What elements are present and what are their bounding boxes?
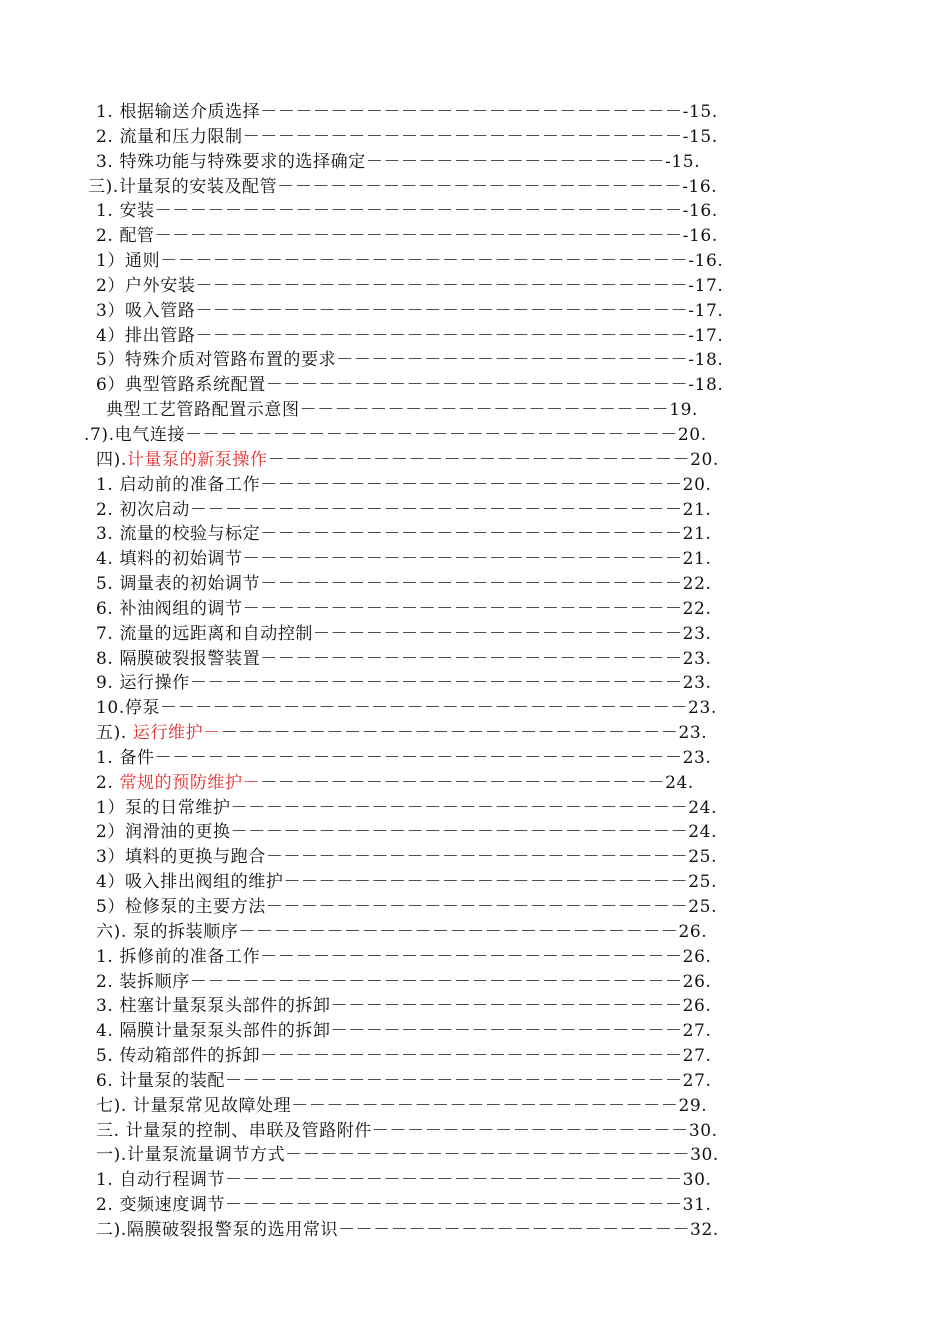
toc-number: 三). bbox=[88, 176, 119, 197]
toc-leader: －－－－－－－－－－－－－－－－－－－－－－－－－－－－ bbox=[189, 499, 683, 520]
toc-entry[interactable] bbox=[0, 1119, 950, 1144]
toc-leader: －－－－－－－－－－－－－－－－－－－－－－－－－－－－ bbox=[189, 971, 683, 992]
toc-number: 5） bbox=[96, 350, 126, 371]
toc-page-number: 25. bbox=[688, 847, 718, 868]
toc-entry[interactable] bbox=[0, 348, 950, 373]
toc-number: 2） bbox=[96, 822, 126, 843]
toc-page-number: 32. bbox=[690, 1219, 719, 1240]
toc-entry[interactable] bbox=[0, 1168, 950, 1193]
toc-page-number: 30. bbox=[688, 1120, 718, 1141]
toc-leader: －－－－－－－－－－－－－－－－－－－－－－ bbox=[291, 1095, 679, 1116]
toc-number: 9. bbox=[96, 673, 120, 694]
toc-page-number: -18. bbox=[688, 375, 724, 396]
toc-title: 泵的日常维护 bbox=[125, 797, 231, 818]
toc-number: 3. bbox=[96, 524, 120, 545]
toc-title: 调量表的初始调节 bbox=[119, 574, 261, 595]
toc-number: 2） bbox=[96, 275, 126, 296]
toc-line bbox=[96, 771, 694, 796]
toc-title: 隔膜计量泵泵头部件的拆卸 bbox=[119, 1021, 331, 1042]
toc-line bbox=[96, 671, 712, 696]
toc-line bbox=[96, 845, 717, 870]
toc-line bbox=[96, 696, 717, 721]
toc-entry[interactable] bbox=[0, 920, 950, 945]
toc-title: 吸入管路 bbox=[125, 300, 196, 321]
toc-number: 4） bbox=[96, 872, 126, 893]
toc-page-number: 24. bbox=[688, 797, 718, 818]
toc-title: 计量泵的安装及配管 bbox=[118, 176, 278, 197]
toc-title: 柱塞计量泵泵头部件的拆卸 bbox=[119, 996, 331, 1017]
toc-number: 2. bbox=[96, 226, 120, 247]
toc-title: 流量的校验与标定 bbox=[119, 524, 261, 545]
toc-title: 特殊介质对管路布置的要求 bbox=[125, 350, 337, 371]
toc-leader: －－－－－－－－－－－－－－－－－－－－－－－－－－－－－－ bbox=[154, 226, 683, 247]
toc-leader: －－－－－－－－－－－－－－－－－－－－－－－－ bbox=[267, 449, 691, 470]
toc-title: 排出管路 bbox=[125, 325, 196, 346]
toc-page-number: -16. bbox=[682, 176, 718, 197]
toc-title: 安装 bbox=[119, 201, 155, 222]
toc-leader: －－－－－－－－－－－－－－－－－－－－－－－－－－－－－－ bbox=[160, 698, 689, 719]
toc-leader: －－－－－－－－－－－－－－－－－－－－－－－－－－－－ bbox=[189, 673, 683, 694]
toc-entry[interactable] bbox=[0, 299, 950, 324]
toc-entry[interactable] bbox=[0, 125, 950, 150]
toc-title: 根据输送介质选择 bbox=[119, 102, 261, 122]
toc-number: 六). bbox=[96, 921, 133, 942]
toc-page-number: 23. bbox=[682, 747, 712, 768]
toc-title: 装拆顺序 bbox=[119, 971, 190, 992]
toc-line bbox=[96, 1143, 719, 1168]
toc-number: 3. bbox=[96, 151, 120, 172]
toc-line bbox=[96, 125, 718, 150]
toc-entry[interactable] bbox=[0, 597, 950, 622]
toc-entry[interactable] bbox=[0, 1044, 950, 1069]
toc-title: 流量的远距离和自动控制 bbox=[119, 623, 314, 644]
toc-page-number: 21. bbox=[682, 549, 712, 570]
toc-page-number: 23. bbox=[688, 698, 717, 719]
toc-title: 运行维护－ bbox=[132, 723, 221, 744]
toc-leader: －－－－－－－－－－－－－－－－－－－－－－－－－－－－ bbox=[195, 275, 689, 296]
toc-number: 1） bbox=[96, 797, 126, 818]
toc-line bbox=[96, 473, 712, 498]
toc-entry[interactable] bbox=[0, 796, 950, 821]
toc-page-number: 26. bbox=[678, 921, 708, 942]
toc-page-number: 20. bbox=[682, 474, 712, 495]
toc-title: 泵的拆装顺序 bbox=[132, 921, 239, 942]
toc-leader: －－－－－－－－－－－－－－－－－－－－－－－－ bbox=[265, 847, 689, 868]
toc-entry[interactable] bbox=[0, 547, 950, 572]
toc-line bbox=[96, 522, 712, 547]
toc-line bbox=[96, 274, 723, 299]
toc-title: 典型管路系统配置 bbox=[125, 375, 266, 396]
toc-leader: －－－－－－－－－－－－－－－－－－－－－－－－－－ bbox=[225, 1170, 683, 1191]
toc-line bbox=[96, 1094, 707, 1119]
toc-number: .7). bbox=[84, 424, 115, 445]
toc-entry[interactable] bbox=[0, 994, 950, 1019]
toc-number: 一). bbox=[96, 1145, 127, 1166]
toc-page-number: 25. bbox=[688, 872, 718, 893]
toc-entry[interactable] bbox=[0, 746, 950, 771]
toc-entry[interactable] bbox=[0, 199, 950, 224]
toc-line bbox=[84, 423, 707, 448]
toc-leader: －－－－－－－－－－－－－－－－－－－－－－－ bbox=[285, 1145, 691, 1166]
toc-leader: －－－－－－－－－－－－－－－－－－－－－－－ bbox=[277, 176, 683, 197]
toc-number: 1. bbox=[96, 102, 120, 122]
toc-line bbox=[96, 1193, 712, 1218]
toc-title: 隔膜破裂报警装置 bbox=[119, 648, 261, 669]
toc-title: 初次启动 bbox=[119, 499, 190, 520]
toc-number: 2. bbox=[96, 772, 120, 793]
toc-number: 10. bbox=[96, 698, 125, 719]
toc-leader: －－－－－－－－－－－－－－－－－－－－－－－－ bbox=[260, 102, 683, 122]
toc-line bbox=[96, 498, 712, 523]
toc-page-number: 23. bbox=[682, 623, 712, 644]
toc-line bbox=[96, 100, 718, 125]
toc-leader: －－－－－－－－－－－－－－－－－－－－－－－－－－ bbox=[225, 1070, 683, 1091]
toc-title: 运行操作 bbox=[119, 673, 190, 694]
toc-entry[interactable] bbox=[0, 522, 950, 547]
toc-page-number: 30. bbox=[690, 1145, 719, 1166]
toc-page-number: 26. bbox=[682, 946, 712, 967]
toc-entry[interactable] bbox=[0, 398, 950, 423]
toc-page-number: 20. bbox=[677, 424, 707, 445]
toc-number: 5） bbox=[96, 897, 126, 917]
toc-line bbox=[88, 175, 717, 200]
toc-number: 三. bbox=[96, 1120, 126, 1141]
toc-entry[interactable] bbox=[0, 1094, 950, 1119]
toc-entry[interactable] bbox=[0, 721, 950, 746]
toc-entry[interactable] bbox=[0, 150, 950, 175]
toc-title: 计量泵的新泵操作 bbox=[126, 449, 268, 470]
toc-page-number: 25. bbox=[688, 897, 718, 917]
toc-title: 计量泵流量调节方式 bbox=[126, 1145, 286, 1166]
toc-entry[interactable] bbox=[0, 895, 950, 920]
toc-title: 常规的预防维护－ bbox=[119, 772, 261, 793]
toc-entry[interactable] bbox=[0, 498, 950, 523]
toc-leader: －－－－－－－－－－－－－－－－－－－－－－－－－ bbox=[238, 921, 679, 942]
toc-leader: －－－－－－－－－－－－－－－－－－－－－－－－－ bbox=[242, 126, 683, 147]
toc-line bbox=[96, 796, 717, 821]
toc-line bbox=[96, 920, 707, 945]
toc-entry[interactable] bbox=[0, 324, 950, 349]
toc-entry[interactable] bbox=[0, 1143, 950, 1168]
toc-number: 二). bbox=[96, 1219, 127, 1240]
toc-leader: －－－－－－－－－－－－－－－－－－－－－－－－ bbox=[265, 897, 689, 917]
toc-page-number: -17. bbox=[688, 275, 724, 296]
toc-title: 传动箱部件的拆卸 bbox=[119, 1046, 261, 1067]
toc-leader: －－－－－－－－－－－－－－－－－－－－－－－－ bbox=[260, 574, 683, 595]
toc-number: 2. bbox=[96, 1195, 120, 1216]
toc-title: 计量泵的装配 bbox=[119, 1070, 226, 1091]
toc-entry[interactable] bbox=[0, 175, 950, 200]
toc-entry[interactable] bbox=[0, 373, 950, 398]
toc-line bbox=[96, 150, 700, 175]
toc-leader: －－－－－－－－－－－－－－－－－－－－－－－－ bbox=[265, 375, 689, 396]
toc-number: 1. bbox=[96, 474, 120, 495]
toc-line bbox=[96, 299, 723, 324]
toc-page-number: -16. bbox=[688, 251, 724, 272]
toc-line bbox=[96, 1019, 711, 1044]
toc-page-number: 23. bbox=[682, 673, 712, 694]
toc-page-number: 24. bbox=[688, 822, 718, 843]
toc-line bbox=[96, 1069, 712, 1094]
toc-page-number: 31. bbox=[682, 1195, 712, 1216]
toc-leader: －－－－－－－－－－－－－－－－－－ bbox=[372, 1120, 689, 1141]
toc-leader: －－－－－－－－－－－－－－－－－－－－ bbox=[336, 350, 689, 371]
toc-page-number: 30. bbox=[682, 1170, 712, 1191]
table-of-contents bbox=[0, 100, 950, 1243]
toc-entry[interactable] bbox=[0, 647, 950, 672]
toc-number: 3） bbox=[96, 300, 126, 321]
toc-number: 4. bbox=[96, 1021, 120, 1042]
toc-line bbox=[96, 895, 717, 920]
toc-leader: －－－－－－－－－－－－－－－－－－－－－－－－－ bbox=[242, 598, 683, 619]
toc-leader: －－－－－－－－－－－－－－－－－－－－－－－－－－－－ bbox=[185, 424, 678, 445]
toc-title: 特殊功能与特殊要求的选择确定 bbox=[119, 151, 366, 172]
toc-entry[interactable] bbox=[0, 945, 950, 970]
toc-title: 电气连接 bbox=[114, 424, 186, 445]
toc-line bbox=[96, 1119, 718, 1144]
toc-leader: －－－－－－－－－－－－－－－－－－－－－－－－－－－－ bbox=[195, 300, 689, 321]
toc-entry[interactable] bbox=[0, 1218, 950, 1243]
toc-line bbox=[96, 622, 712, 647]
toc-page-number: -17. bbox=[688, 300, 724, 321]
toc-page-number: 27. bbox=[682, 1070, 712, 1091]
toc-number: 七). bbox=[96, 1095, 133, 1116]
toc-line bbox=[96, 199, 718, 224]
toc-entry[interactable] bbox=[0, 870, 950, 895]
toc-entry[interactable] bbox=[0, 622, 950, 647]
toc-title: 户外安装 bbox=[125, 275, 196, 296]
toc-entry[interactable] bbox=[0, 1193, 950, 1218]
toc-entry[interactable] bbox=[0, 696, 950, 721]
toc-page-number: 26. bbox=[682, 971, 712, 992]
toc-page-number: -16. bbox=[682, 201, 718, 222]
toc-entry[interactable] bbox=[0, 100, 950, 125]
toc-line bbox=[96, 448, 719, 473]
toc-leader: －－－－－－－－－－－－－－－－－－－－－－－－－－ bbox=[225, 1195, 683, 1216]
toc-page-number: 23. bbox=[682, 648, 712, 669]
toc-title: 隔膜破裂报警泵的选用常识 bbox=[126, 1219, 339, 1240]
toc-number: 6. bbox=[96, 1070, 120, 1091]
toc-number: 1. bbox=[96, 747, 120, 768]
toc-line bbox=[96, 945, 712, 970]
toc-entry[interactable] bbox=[0, 771, 950, 796]
toc-title: 停泵 bbox=[124, 698, 161, 719]
toc-page-number: -16. bbox=[682, 226, 718, 247]
toc-entry[interactable] bbox=[0, 224, 950, 249]
toc-page-number: -17. bbox=[688, 325, 724, 346]
toc-title: 拆修前的准备工作 bbox=[119, 946, 261, 967]
toc-leader: －－－－－－－－－－－－－－－－－－－－－－－－ bbox=[260, 648, 683, 669]
toc-title: 变频速度调节 bbox=[119, 1195, 226, 1216]
toc-number: 2. bbox=[96, 971, 120, 992]
toc-entry[interactable] bbox=[0, 820, 950, 845]
toc-number: 3） bbox=[96, 847, 126, 868]
toc-title: 吸入排出阀组的维护 bbox=[125, 872, 284, 893]
toc-page-number: 24. bbox=[665, 772, 694, 793]
toc-title: 计量泵常见故障处理 bbox=[132, 1095, 292, 1116]
toc-page-number: -18. bbox=[688, 350, 724, 371]
toc-number: 4. bbox=[96, 549, 120, 570]
toc-line bbox=[96, 647, 712, 672]
toc-title: 备件 bbox=[119, 747, 155, 768]
toc-number: 3. bbox=[96, 996, 120, 1017]
toc-leader: －－－－－－－－－－－－－－－－－－－－－－－－－－－－－－ bbox=[154, 747, 683, 768]
toc-leader: －－－－－－－－－－－－－－－－－－－－－－－－ bbox=[260, 474, 683, 495]
toc-leader: －－－－－－－－－－－－－－－－－－－－－－－ bbox=[260, 772, 666, 793]
toc-page-number: 21. bbox=[682, 524, 712, 545]
toc-line bbox=[96, 373, 723, 398]
toc-number: 7. bbox=[96, 623, 120, 644]
toc-title: 配管 bbox=[119, 226, 155, 247]
toc-entry[interactable] bbox=[0, 249, 950, 274]
toc-entry[interactable] bbox=[0, 572, 950, 597]
toc-line bbox=[96, 324, 723, 349]
toc-leader: －－－－－－－－－－－－－－－－－－－－ bbox=[330, 1021, 683, 1042]
toc-page-number: -15. bbox=[682, 126, 718, 147]
toc-line bbox=[96, 970, 712, 995]
toc-number: 1. bbox=[96, 946, 120, 967]
toc-line bbox=[96, 224, 718, 249]
toc-page-number: 26. bbox=[682, 996, 712, 1017]
toc-leader: －－－－－－－－－－－－－－－－－－－－－－－－ bbox=[260, 1046, 683, 1067]
toc-leader: －－－－－－－－－－－－－－－－－－－－－－－－－－－－－－ bbox=[154, 201, 683, 222]
toc-entry[interactable] bbox=[0, 448, 950, 473]
toc-number: 4） bbox=[96, 325, 126, 346]
toc-leader: －－－－－－－－－－－－－－－－－－－－－－－－－－ bbox=[220, 723, 679, 744]
toc-leader: －－－－－－－－－－－－－－－－－－－－－－－－－－－－－－ bbox=[160, 251, 689, 272]
toc-line bbox=[96, 249, 723, 274]
toc-title: 流量和压力限制 bbox=[119, 126, 243, 147]
toc-title: 填料的更换与跑合 bbox=[125, 847, 266, 868]
toc-entry[interactable] bbox=[0, 671, 950, 696]
toc-title: 填料的初始调节 bbox=[119, 549, 243, 570]
toc-page-number: -15. bbox=[682, 102, 718, 122]
toc-number: 1. bbox=[96, 1170, 120, 1191]
toc-line bbox=[96, 1044, 712, 1069]
toc-leader: －－－－－－－－－－－－－－－－－－－－－－－ bbox=[283, 872, 689, 893]
toc-page-number: 21. bbox=[682, 499, 712, 520]
toc-line bbox=[96, 746, 711, 771]
toc-title: 通则 bbox=[125, 251, 161, 272]
toc-entry[interactable] bbox=[0, 970, 950, 995]
toc-number: 1） bbox=[96, 251, 126, 272]
toc-number: 2. bbox=[96, 126, 120, 147]
toc-page-number: 27. bbox=[682, 1021, 712, 1042]
toc-line bbox=[96, 820, 717, 845]
toc-number: 四). bbox=[96, 449, 127, 470]
toc-entry[interactable] bbox=[0, 274, 950, 299]
toc-title: 自动行程调节 bbox=[119, 1170, 226, 1191]
toc-page-number: 22. bbox=[682, 598, 712, 619]
toc-leader: －－－－－－－－－－－－－－－－－－－－－ bbox=[299, 400, 670, 421]
toc-entry[interactable] bbox=[0, 423, 950, 448]
toc-title: 润滑油的更换 bbox=[125, 822, 231, 843]
toc-line bbox=[96, 994, 711, 1019]
toc-entry[interactable] bbox=[0, 473, 950, 498]
toc-title: 计量泵的控制、串联及管路附件 bbox=[125, 1120, 373, 1141]
toc-leader: －－－－－－－－－－－－－－－－－－－－－－－－－－ bbox=[230, 822, 689, 843]
toc-number: 6. bbox=[96, 598, 120, 619]
toc-number: 8. bbox=[96, 648, 120, 669]
toc-line bbox=[96, 597, 711, 622]
toc-line bbox=[96, 721, 707, 746]
toc-page-number: 23. bbox=[678, 723, 708, 744]
toc-page-number: 29. bbox=[678, 1095, 708, 1116]
toc-number: 五). bbox=[96, 723, 133, 744]
toc-page-number: 27. bbox=[682, 1046, 712, 1067]
toc-line bbox=[96, 547, 711, 572]
toc-number: 1. bbox=[96, 201, 120, 222]
toc-line bbox=[106, 398, 698, 423]
toc-line bbox=[96, 348, 723, 373]
toc-number: 6） bbox=[96, 375, 126, 396]
toc-page-number: 20. bbox=[690, 449, 719, 470]
toc-line bbox=[96, 870, 717, 895]
toc-number: 5. bbox=[96, 574, 120, 595]
toc-page-number: -15. bbox=[665, 151, 701, 172]
toc-page-number: 22. bbox=[682, 574, 712, 595]
toc-title: 补油阀组的调节 bbox=[119, 598, 243, 619]
toc-number: 2. bbox=[96, 499, 120, 520]
toc-leader: －－－－－－－－－－－－－－－－－－－－ bbox=[330, 996, 683, 1017]
toc-leader: －－－－－－－－－－－－－－－－－－－－－－－－－－－－ bbox=[195, 325, 689, 346]
toc-entry[interactable] bbox=[0, 1019, 950, 1044]
toc-number: 5. bbox=[96, 1046, 120, 1067]
toc-title: 检修泵的主要方法 bbox=[125, 897, 266, 917]
toc-line bbox=[96, 1218, 719, 1243]
toc-leader: －－－－－－－－－－－－－－－－－－－－－－－－－ bbox=[242, 549, 683, 570]
toc-leader: －－－－－－－－－－－－－－－－－－－－－－－－ bbox=[260, 524, 683, 545]
toc-title: 典型工艺管路配置示意图 bbox=[106, 400, 300, 421]
toc-entry[interactable] bbox=[0, 1069, 950, 1094]
toc-title: 启动前的准备工作 bbox=[119, 474, 261, 495]
toc-line bbox=[96, 572, 712, 597]
toc-leader: －－－－－－－－－－－－－－－－－－－－－－－－－－ bbox=[230, 797, 689, 818]
toc-line bbox=[96, 1168, 712, 1193]
toc-leader: －－－－－－－－－－－－－－－－－－－－－ bbox=[313, 623, 683, 644]
toc-leader: －－－－－－－－－－－－－－－－－－－－－－－－ bbox=[260, 946, 683, 967]
toc-page-number: 19. bbox=[669, 400, 699, 421]
toc-entry[interactable] bbox=[0, 845, 950, 870]
toc-leader: －－－－－－－－－－－－－－－－－－－－ bbox=[338, 1219, 691, 1240]
toc-leader: －－－－－－－－－－－－－－－－－ bbox=[365, 151, 666, 172]
